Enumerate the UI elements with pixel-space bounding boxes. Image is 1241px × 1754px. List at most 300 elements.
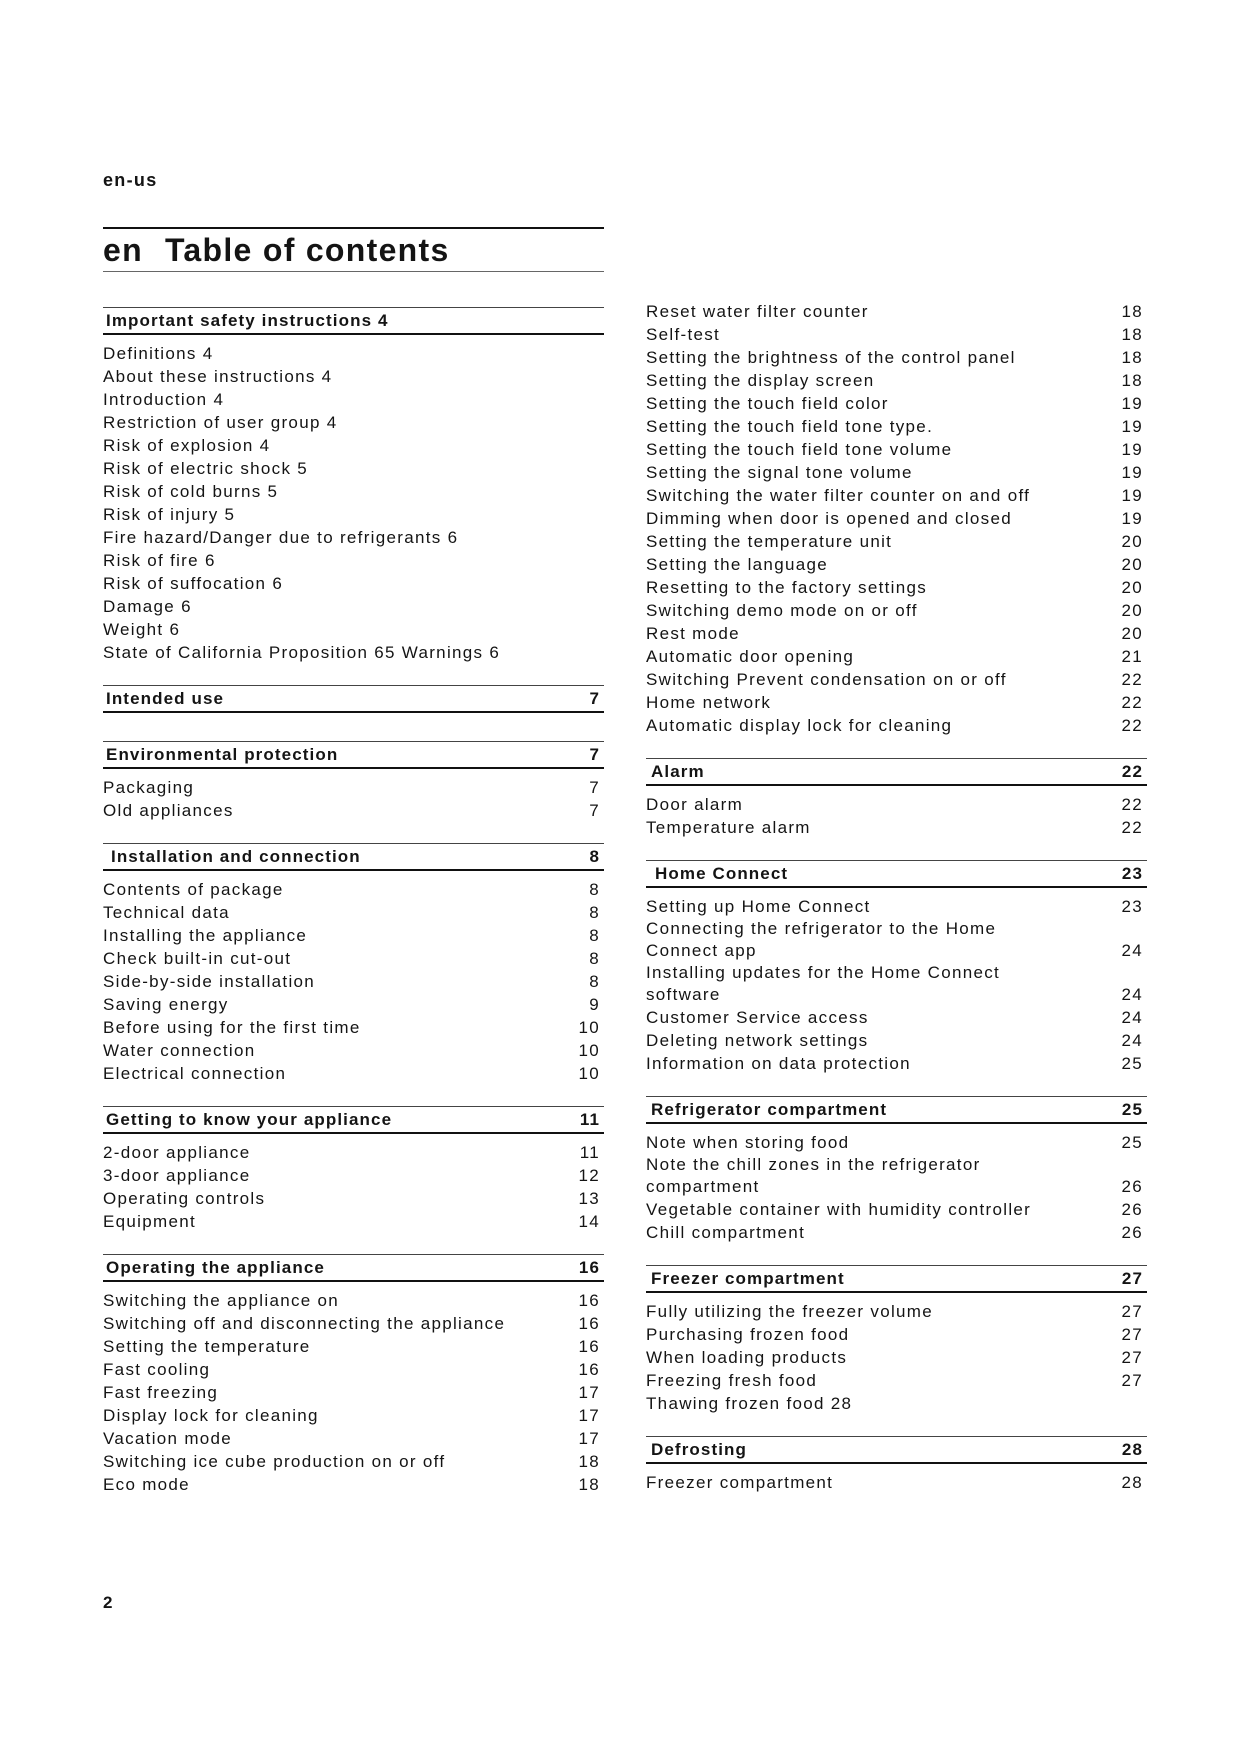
toc-section-page-number: 22: [1121, 762, 1143, 781]
toc-entry-page-number: 17: [578, 1406, 600, 1425]
page-number: 2: [103, 1593, 113, 1612]
toc-section: [646, 1096, 1147, 1244]
toc-entry-page-number: 7: [589, 778, 600, 797]
toc-entry-label: Setting the brightness of the control panel: [646, 348, 1016, 367]
toc-entry-page-number: 4: [202, 344, 214, 363]
toc-entry-label: Installing the appliance: [103, 926, 308, 945]
toc-right-column: [646, 300, 1147, 1515]
toc-entry-page-number: 8: [589, 903, 600, 922]
toc-entry: [646, 461, 1147, 484]
toc-entry-list: [103, 1134, 604, 1233]
toc-entry-page-number: 26: [1121, 1223, 1143, 1242]
toc-section: [646, 758, 1147, 839]
toc-entry-text: [103, 365, 332, 388]
toc-section: [646, 1265, 1147, 1415]
toc-entry: [646, 507, 1147, 530]
toc-entry-page-number: 24: [1121, 985, 1143, 1004]
toc-entry-label: Temperature alarm: [646, 818, 811, 837]
toc-entry-label: When loading products: [646, 1348, 848, 1367]
toc-entry: [646, 484, 1147, 507]
toc-section: [646, 860, 1147, 1075]
toc-entry: [646, 714, 1147, 737]
toc-entry: [103, 1039, 604, 1062]
toc-entry-page-number: 16: [578, 1291, 600, 1310]
toc-entry-label: Risk of explosion: [103, 436, 254, 455]
toc-entry-label: Installing updates for the Home Connect software: [646, 963, 1001, 1004]
toc-section-header: [103, 307, 604, 335]
toc-entry-page-number: 22: [1121, 716, 1143, 735]
toc-entry: [103, 947, 604, 970]
toc-entry-label: Reset water filter counter: [646, 302, 869, 321]
toc-entry-label: Display lock for cleaning: [103, 1406, 319, 1425]
toc-entry-page-number: 23: [1121, 897, 1143, 916]
toc-entry: [103, 526, 604, 549]
toc-section-header: [646, 1265, 1147, 1293]
toc-entry-page-number: 10: [578, 1018, 600, 1037]
toc-entry-label: Setting the temperature: [103, 1337, 311, 1356]
toc-entry: [103, 572, 604, 595]
toc-entry: [103, 1210, 604, 1233]
toc-entry-page-number: 18: [578, 1475, 600, 1494]
toc-entry-label: Note the chill zones in the refrigerator compartment: [646, 1155, 981, 1196]
toc-entry: [646, 438, 1147, 461]
toc-entry-label: Switching Prevent condensation on or off: [646, 670, 1007, 689]
toc-section: [646, 1436, 1147, 1494]
toc-entry-list: [646, 1464, 1147, 1494]
toc-entry-label: Door alarm: [646, 795, 744, 814]
toc-entry: [103, 901, 604, 924]
toc-entry: [103, 970, 604, 993]
toc-entry: [646, 1471, 1147, 1494]
toc-entry: [103, 799, 604, 822]
toc-section-title: Installation and connection: [111, 847, 361, 866]
toc-entry-page-number: 22: [1121, 795, 1143, 814]
toc-entry: [646, 392, 1147, 415]
toc-entry-label: Home network: [646, 693, 772, 712]
toc-entry-page-number: 19: [1121, 463, 1143, 482]
toc-entry: [103, 641, 604, 664]
toc-entry: [103, 434, 604, 457]
toc-entry-label: Weight: [103, 620, 164, 639]
toc-entry-label: Setting the touch field tone volume: [646, 440, 953, 459]
toc-entry: [646, 1131, 1147, 1154]
toc-entry: [646, 1392, 1147, 1415]
toc-entry-page-number: 22: [1121, 693, 1143, 712]
toc-entry-text: [103, 342, 213, 365]
toc-entry: [646, 1346, 1147, 1369]
toc-entry-label: Switching the appliance on: [103, 1291, 340, 1310]
toc-entry-text: [103, 480, 278, 503]
toc-section-title: Freezer compartment: [651, 1269, 845, 1288]
toc-entry: [103, 1187, 604, 1210]
toc-section-title: Getting to know your appliance: [106, 1110, 393, 1129]
toc-section-page-number: 7: [589, 689, 600, 708]
toc-entry: [103, 1404, 604, 1427]
toc-entry: [103, 993, 604, 1016]
toc-section-title: Intended use: [106, 689, 225, 708]
toc-section: [103, 741, 604, 822]
toc-left-column: [103, 307, 604, 1517]
toc-entry: [103, 1141, 604, 1164]
toc-entry: [103, 503, 604, 526]
toc-entry: [103, 457, 604, 480]
toc-entry-label: Chill compartment: [646, 1223, 806, 1242]
toc-entry-label: Dimming when door is opened and closed: [646, 509, 1012, 528]
toc-entry-page-number: 5: [297, 459, 309, 478]
toc-entry-page-number: 22: [1121, 818, 1143, 837]
toc-section: [103, 307, 604, 664]
toc-entry: [103, 342, 604, 365]
toc-entry: [103, 480, 604, 503]
toc-entry: [103, 549, 604, 572]
toc-entry: [103, 1164, 604, 1187]
toc-entry-list: [646, 1124, 1147, 1244]
toc-entry-text: [103, 526, 458, 549]
toc-entry-label: Risk of electric shock: [103, 459, 292, 478]
toc-entry-label: Setting the temperature unit: [646, 532, 893, 551]
toc-section-title: Environmental protection: [106, 745, 339, 764]
toc-section-title: Alarm: [651, 762, 705, 781]
toc-entry: [103, 1450, 604, 1473]
toc-entry-page-number: 6: [169, 620, 181, 639]
toc-entry-label: Switching the water filter counter on and off: [646, 486, 1031, 505]
toc-entry-text: [103, 595, 192, 618]
toc-entry-page-number: 7: [589, 801, 600, 820]
toc-entry: [103, 878, 604, 901]
toc-entry-text: [103, 411, 338, 434]
toc-entry-label: Risk of cold burns: [103, 482, 262, 501]
toc-entry-label: 2-door appliance: [103, 1143, 251, 1162]
toc-entry: [103, 1062, 604, 1085]
toc-entry: [103, 1358, 604, 1381]
toc-entry-label: Purchasing frozen food: [646, 1325, 850, 1344]
toc-entry: [103, 411, 604, 434]
toc-entry-page-number: 4: [213, 390, 225, 409]
toc-entry-label: Freezing fresh food: [646, 1371, 818, 1390]
toc-entry-label: Self-test: [646, 325, 721, 344]
toc-entry-label: Switching ice cube production on or off: [103, 1452, 446, 1471]
toc-entry-page-number: 18: [1121, 348, 1143, 367]
toc-entry-page-number: 25: [1121, 1133, 1143, 1152]
toc-entry-label: Automatic door opening: [646, 647, 855, 666]
toc-entry: [646, 576, 1147, 599]
toc-section-continued: [646, 300, 1147, 737]
toc-entry: [646, 793, 1147, 816]
toc-entry-label: About these instructions: [103, 367, 316, 386]
toc-entry-label: Saving energy: [103, 995, 229, 1014]
toc-entry: [646, 668, 1147, 691]
toc-entry: [646, 816, 1147, 839]
toc-entry: [646, 895, 1147, 918]
toc-entry-label: Risk of injury: [103, 505, 219, 524]
toc-section-page-number: 16: [578, 1258, 600, 1277]
toc-entry-page-number: 20: [1121, 578, 1143, 597]
toc-entry-label: Resetting to the factory settings: [646, 578, 928, 597]
toc-entry: [103, 1473, 604, 1496]
toc-entry-page-number: 24: [1121, 941, 1143, 960]
toc-section-title: Important safety instructions: [106, 311, 373, 330]
toc-entry: [646, 415, 1147, 438]
toc-entry-list: [103, 769, 604, 822]
toc-entry-label: Damage: [103, 597, 176, 616]
toc-entry-page-number: 19: [1121, 417, 1143, 436]
toc-entry-page-number: 20: [1121, 532, 1143, 551]
toc-section-header: [646, 1096, 1147, 1124]
toc-entry-label: Eco mode: [103, 1475, 190, 1494]
toc-entry-page-number: 18: [1121, 325, 1143, 344]
toc-entry-list: [103, 335, 604, 664]
toc-entry-text: [646, 1392, 852, 1415]
toc-entry-page-number: 8: [589, 880, 600, 899]
toc-entry-page-number: 13: [578, 1189, 600, 1208]
toc-entry-page-number: 18: [1121, 371, 1143, 390]
toc-entry-page-number: 20: [1121, 601, 1143, 620]
toc-entry: [103, 1016, 604, 1039]
toc-section-page-number: 28: [1121, 1440, 1143, 1459]
toc-entry-text: [103, 549, 216, 572]
toc-entry-text: [103, 641, 500, 664]
toc-section-header: [103, 843, 604, 871]
toc-entry-label: 3-door appliance: [103, 1166, 251, 1185]
toc-entry: [103, 365, 604, 388]
toc-entry-label: Automatic display lock for cleaning: [646, 716, 953, 735]
toc-entry: [646, 1052, 1147, 1075]
toc-entry-page-number: 16: [578, 1337, 600, 1356]
toc-entry-text: [103, 457, 308, 480]
language-code: en-us: [103, 170, 158, 190]
toc-section-header: [646, 758, 1147, 786]
toc-entry-label: Old appliances: [103, 801, 234, 820]
toc-entry-label: Risk of fire: [103, 551, 199, 570]
toc-entry: [103, 1312, 604, 1335]
toc-entry-page-number: 18: [578, 1452, 600, 1471]
toc-entry: [646, 645, 1147, 668]
toc-entry: [103, 1335, 604, 1358]
toc-entry: [646, 1029, 1147, 1052]
toc-section-title: Refrigerator compartment: [651, 1100, 888, 1119]
toc-entry: [646, 599, 1147, 622]
toc-entry-label: Deleting network settings: [646, 1031, 869, 1050]
toc-entry-page-number: 6: [181, 597, 192, 616]
toc-entry: [103, 595, 604, 618]
toc-entry-list: [646, 1293, 1147, 1415]
toc-entry-page-number: 24: [1121, 1008, 1143, 1027]
toc-entry-label: Fast cooling: [103, 1360, 211, 1379]
toc-entry: [646, 369, 1147, 392]
toc-entry-page-number: 18: [1121, 302, 1143, 321]
toc-section: [103, 1254, 604, 1496]
toc-section-title: Home Connect: [655, 864, 789, 883]
toc-section-header: [646, 860, 1147, 888]
toc-section-page-number: 25: [1121, 1100, 1143, 1119]
toc-entry-label: Setting the touch field color: [646, 394, 889, 413]
toc-entry-page-number: 6: [204, 551, 216, 570]
toc-entry-label: Connecting the refrigerator to the Home Connect app: [646, 919, 997, 960]
toc-entry-page-number: 8: [589, 926, 600, 945]
toc-entry-list: [103, 871, 604, 1085]
toc-section-header: [103, 1254, 604, 1282]
toc-section-page-number: 7: [589, 745, 600, 764]
toc-entry: [646, 323, 1147, 346]
toc-section-header: [103, 685, 604, 713]
toc-entry-page-number: 4: [326, 413, 338, 432]
toc-entry-page-number: 27: [1121, 1348, 1143, 1367]
toc-entry-label: Introduction: [103, 390, 208, 409]
toc-entry: [646, 691, 1147, 714]
toc-section-header-text: [106, 308, 389, 333]
toc-entry-page-number: 22: [1121, 670, 1143, 689]
toc-entry-label: Check built-in cut-out: [103, 949, 292, 968]
page-title: [103, 227, 604, 272]
toc-section-title: Operating the appliance: [106, 1258, 325, 1277]
toc-entry-page-number: 16: [578, 1314, 600, 1333]
toc-entry: [646, 1198, 1147, 1221]
toc-entry-list: [646, 888, 1147, 1075]
toc-entry-page-number: 4: [259, 436, 271, 455]
toc-entry-page-number: 21: [1121, 647, 1143, 666]
title-language-marker: en: [103, 232, 143, 268]
toc-entry: [103, 1289, 604, 1312]
toc-entry: [646, 530, 1147, 553]
toc-entry-label: Before using for the first time: [103, 1018, 361, 1037]
toc-entry-page-number: 6: [447, 528, 459, 547]
toc-entry-page-number: 9: [589, 995, 600, 1014]
toc-entry-label: Fire hazard/Danger due to refrigerants: [103, 528, 442, 547]
toc-entry-label: Setting the signal tone volume: [646, 463, 913, 482]
toc-entry: [646, 1369, 1147, 1392]
toc-entry-label: Side-by-side installation: [103, 972, 316, 991]
toc-entry-text: [103, 388, 224, 411]
toc-entry-label: Vegetable container with humidity controller: [646, 1200, 1032, 1219]
toc-entry-label: Customer Service access: [646, 1008, 869, 1027]
toc-entry-page-number: 20: [1121, 555, 1143, 574]
toc-section-page-number: 8: [589, 847, 600, 866]
toc-entry-page-number: 28: [830, 1394, 853, 1413]
toc-entry-text: [103, 434, 270, 457]
toc-entry-page-number: 5: [224, 505, 236, 524]
toc-entry-page-number: 17: [578, 1429, 600, 1448]
toc-entry: [103, 618, 604, 641]
title-text: Table of contents: [164, 232, 450, 268]
toc-entry: [646, 1323, 1147, 1346]
toc-entry: [103, 776, 604, 799]
toc-entry-list: [646, 786, 1147, 839]
toc-entry-label: Setting the touch field tone type.: [646, 417, 934, 436]
toc-entry: [646, 300, 1147, 323]
toc-entry-page-number: 24: [1121, 1031, 1143, 1050]
toc-entry-label: Setting up Home Connect: [646, 897, 871, 916]
toc-entry-label: Technical data: [103, 903, 230, 922]
toc-entry-page-number: 27: [1121, 1371, 1143, 1390]
toc-entry: [103, 388, 604, 411]
toc-entry-page-number: 10: [578, 1064, 600, 1083]
toc-section-page-number: 27: [1121, 1269, 1143, 1288]
toc-entry-page-number: 27: [1121, 1302, 1143, 1321]
toc-entry-label: Switching off and disconnecting the appliance: [103, 1314, 506, 1333]
toc-entry-page-number: 27: [1121, 1325, 1143, 1344]
toc-entry: [646, 918, 1147, 962]
toc-entry-page-number: 28: [1121, 1473, 1143, 1492]
toc-entry-label: Restriction of user group: [103, 413, 321, 432]
toc-entry: [646, 553, 1147, 576]
toc-entry-page-number: 25: [1121, 1054, 1143, 1073]
toc-entry: [646, 346, 1147, 369]
toc-entry-list: [646, 300, 1147, 737]
toc-entry-label: Equipment: [103, 1212, 196, 1231]
toc-entry-label: Packaging: [103, 778, 195, 797]
toc-entry-page-number: 6: [272, 574, 284, 593]
toc-entry-label: Switching demo mode on or off: [646, 601, 918, 620]
toc-entry-page-number: 20: [1121, 624, 1143, 643]
toc-section-title: Defrosting: [651, 1440, 747, 1459]
toc-entry-label: Risk of suffocation: [103, 574, 267, 593]
toc-entry: [103, 924, 604, 947]
toc-entry: [646, 1221, 1147, 1244]
toc-entry: [103, 1381, 604, 1404]
toc-entry-page-number: 26: [1121, 1200, 1143, 1219]
toc-entry-label: Thawing frozen food: [646, 1394, 825, 1413]
toc-entry-page-number: 19: [1121, 394, 1143, 413]
toc-entry: [646, 1300, 1147, 1323]
toc-section-page-number: 23: [1121, 864, 1143, 883]
toc-entry-page-number: 26: [1121, 1177, 1143, 1196]
toc-entry-label: Electrical connection: [103, 1064, 287, 1083]
toc-section-page-number: 11: [579, 1110, 600, 1129]
toc-entry-text: [103, 503, 235, 526]
toc-section: [103, 685, 604, 720]
toc-section-header: [103, 1106, 604, 1134]
toc-section-page-number: 4: [377, 311, 389, 330]
toc-entry-label: State of California Proposition 65 Warnings: [103, 643, 484, 662]
toc-entry-label: Rest mode: [646, 624, 740, 643]
toc-section-header: [103, 741, 604, 769]
toc-entry-page-number: 19: [1121, 509, 1143, 528]
toc-section: [103, 843, 604, 1085]
toc-entry-text: [103, 572, 283, 595]
toc-entry-label: Operating controls: [103, 1189, 266, 1208]
toc-entry-label: Setting the language: [646, 555, 828, 574]
toc-entry-label: Fully utilizing the freezer volume: [646, 1302, 934, 1321]
toc-section: [103, 1106, 604, 1233]
toc-entry-page-number: 12: [578, 1166, 600, 1185]
toc-entry: [646, 1006, 1147, 1029]
toc-entry-label: Note when storing food: [646, 1133, 850, 1152]
toc-entry-label: Contents of package: [103, 880, 284, 899]
toc-entry-label: Definitions: [103, 344, 197, 363]
toc-entry-page-number: 4: [321, 367, 333, 386]
toc-entry-page-number: 16: [578, 1360, 600, 1379]
toc-entry-page-number: 11: [579, 1143, 600, 1162]
toc-entry-label: Vacation mode: [103, 1429, 233, 1448]
toc-entry-label: Information on data protection: [646, 1054, 911, 1073]
toc-section-header: [646, 1436, 1147, 1464]
toc-entry-list: [103, 713, 604, 720]
toc-entry-page-number: 6: [489, 643, 501, 662]
toc-entry-page-number: 17: [578, 1383, 600, 1402]
toc-entry-label: Fast freezing: [103, 1383, 219, 1402]
toc-entry-page-number: 10: [578, 1041, 600, 1060]
toc-entry-label: Freezer compartment: [646, 1473, 834, 1492]
toc-entry-page-number: 8: [589, 972, 600, 991]
toc-entry-page-number: 19: [1121, 440, 1143, 459]
toc-entry-page-number: 14: [578, 1212, 600, 1231]
toc-entry-page-number: 8: [589, 949, 600, 968]
toc-entry: [103, 1427, 604, 1450]
toc-entry-page-number: 5: [267, 482, 279, 501]
toc-entry-label: Water connection: [103, 1041, 256, 1060]
toc-entry-list: [103, 1282, 604, 1496]
toc-entry-page-number: 19: [1121, 486, 1143, 505]
